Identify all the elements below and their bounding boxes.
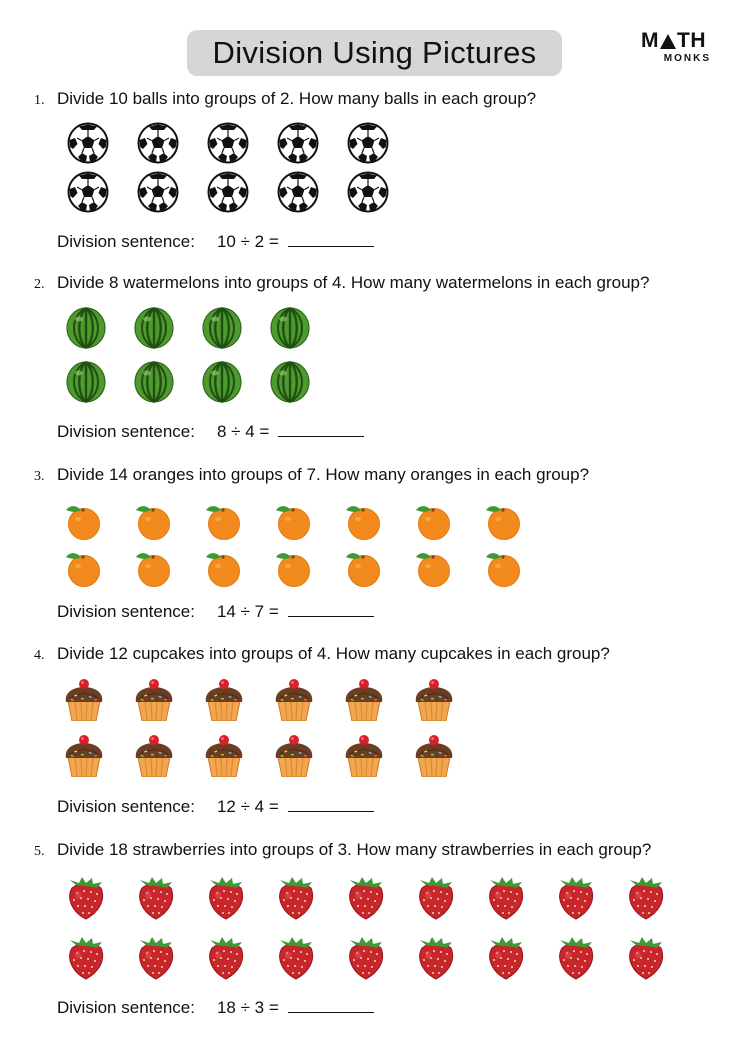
cupcake-icon: [272, 733, 316, 777]
question-5: [34, 840, 651, 860]
orange-icon: [132, 546, 176, 590]
cupcake-icon: [132, 677, 176, 721]
strawberry-icon: [204, 936, 248, 980]
orange-icon: [62, 499, 106, 543]
soccer-ball-icon: [206, 121, 250, 165]
strawberry-icon: [274, 876, 318, 920]
question-2: [34, 273, 649, 293]
division-equation: 12 ÷ 4 =: [216, 797, 279, 816]
picture-row: [64, 306, 312, 350]
answer-blank[interactable]: [278, 421, 364, 437]
picture-row: [64, 936, 668, 980]
division-sentence-3: [57, 601, 374, 622]
picture-row: [62, 677, 456, 721]
division-equation: 14 ÷ 7 =: [216, 602, 279, 621]
math-monks-logo: [641, 30, 711, 64]
strawberry-icon: [414, 876, 458, 920]
division-equation: 10 ÷ 2 =: [216, 232, 279, 251]
strawberry-icon: [134, 876, 178, 920]
orange-icon: [272, 546, 316, 590]
soccer-ball-icon: [346, 121, 390, 165]
watermelon-icon: [64, 360, 108, 404]
strawberry-icon: [554, 936, 598, 980]
question-text: Divide 18 strawberries into groups of 3. How many strawberries in each group?: [57, 840, 652, 859]
picture-row: [64, 360, 312, 404]
strawberry-icon: [554, 876, 598, 920]
picture-row: [62, 499, 526, 543]
answer-blank[interactable]: [288, 231, 374, 247]
cupcake-icon: [272, 677, 316, 721]
strawberry-icon: [64, 876, 108, 920]
soccer-ball-icon: [66, 170, 110, 214]
orange-icon: [342, 499, 386, 543]
strawberry-icon: [344, 876, 388, 920]
question-number: 3.: [34, 469, 45, 484]
orange-icon: [62, 546, 106, 590]
answer-blank[interactable]: [288, 796, 374, 812]
cupcake-icon: [342, 733, 386, 777]
watermelon-icon: [200, 360, 244, 404]
picture-row: [62, 733, 456, 777]
orange-icon: [482, 499, 526, 543]
orange-icon: [482, 546, 526, 590]
soccer-ball-icon: [206, 170, 250, 214]
question-number: 2.: [34, 277, 45, 292]
sentence-label: Division sentence:: [57, 998, 195, 1017]
question-number: 4.: [34, 648, 45, 663]
strawberry-icon: [414, 936, 458, 980]
watermelon-icon: [132, 306, 176, 350]
picture-row: [62, 546, 526, 590]
orange-icon: [202, 546, 246, 590]
strawberry-icon: [134, 936, 178, 980]
division-sentence-2: [57, 421, 364, 442]
strawberry-icon: [344, 936, 388, 980]
soccer-ball-icon: [66, 121, 110, 165]
strawberry-icon: [624, 876, 668, 920]
division-equation: 8 ÷ 4 =: [216, 422, 270, 441]
picture-row: [64, 876, 668, 920]
question-1: [34, 89, 536, 109]
orange-icon: [272, 499, 316, 543]
cupcake-icon: [62, 677, 106, 721]
answer-blank[interactable]: [288, 997, 374, 1013]
question-number: 5.: [34, 844, 45, 859]
soccer-ball-icon: [136, 170, 180, 214]
strawberry-icon: [64, 936, 108, 980]
picture-row: [66, 170, 390, 214]
picture-row: [66, 121, 390, 165]
sentence-label: Division sentence:: [57, 422, 195, 441]
question-text: Divide 10 balls into groups of 2. How many balls in each group?: [57, 89, 537, 108]
cupcake-icon: [202, 733, 246, 777]
watermelon-icon: [132, 360, 176, 404]
logo-triangle-icon: [660, 34, 676, 49]
soccer-ball-icon: [276, 170, 320, 214]
question-text: Divide 8 watermelons into groups of 4. How many watermelons in each group?: [57, 273, 650, 292]
question-text: Divide 12 cupcakes into groups of 4. How many cupcakes in each group?: [57, 644, 610, 663]
orange-icon: [342, 546, 386, 590]
cupcake-icon: [202, 677, 246, 721]
soccer-ball-icon: [136, 121, 180, 165]
page-title-text: Division Using Pictures: [212, 35, 537, 70]
cupcake-icon: [62, 733, 106, 777]
orange-icon: [412, 546, 456, 590]
watermelon-icon: [268, 306, 312, 350]
watermelon-icon: [268, 360, 312, 404]
sentence-label: Division sentence:: [57, 602, 195, 621]
strawberry-icon: [484, 936, 528, 980]
soccer-ball-icon: [276, 121, 320, 165]
soccer-ball-icon: [346, 170, 390, 214]
watermelon-icon: [200, 306, 244, 350]
orange-icon: [132, 499, 176, 543]
logo-wordmark: M TH: [641, 29, 706, 52]
watermelon-icon: [64, 306, 108, 350]
logo-subtitle: MONKS: [663, 53, 711, 64]
cupcake-icon: [412, 677, 456, 721]
question-number: 1.: [34, 93, 45, 108]
division-sentence-5: [57, 997, 374, 1018]
sentence-label: Division sentence:: [57, 797, 195, 816]
question-text: Divide 14 oranges into groups of 7. How many oranges in each group?: [57, 465, 590, 484]
cupcake-icon: [412, 733, 456, 777]
answer-blank[interactable]: [288, 601, 374, 617]
orange-icon: [202, 499, 246, 543]
strawberry-icon: [484, 876, 528, 920]
division-sentence-1: [57, 231, 374, 252]
division-equation: 18 ÷ 3 =: [216, 998, 279, 1017]
orange-icon: [412, 499, 456, 543]
cupcake-icon: [132, 733, 176, 777]
strawberry-icon: [204, 876, 248, 920]
division-sentence-4: [57, 796, 374, 817]
page-title: [187, 30, 562, 76]
cupcake-icon: [342, 677, 386, 721]
sentence-label: Division sentence:: [57, 232, 195, 251]
question-4: [34, 644, 610, 664]
question-3: [34, 465, 589, 485]
strawberry-icon: [624, 936, 668, 980]
strawberry-icon: [274, 936, 318, 980]
